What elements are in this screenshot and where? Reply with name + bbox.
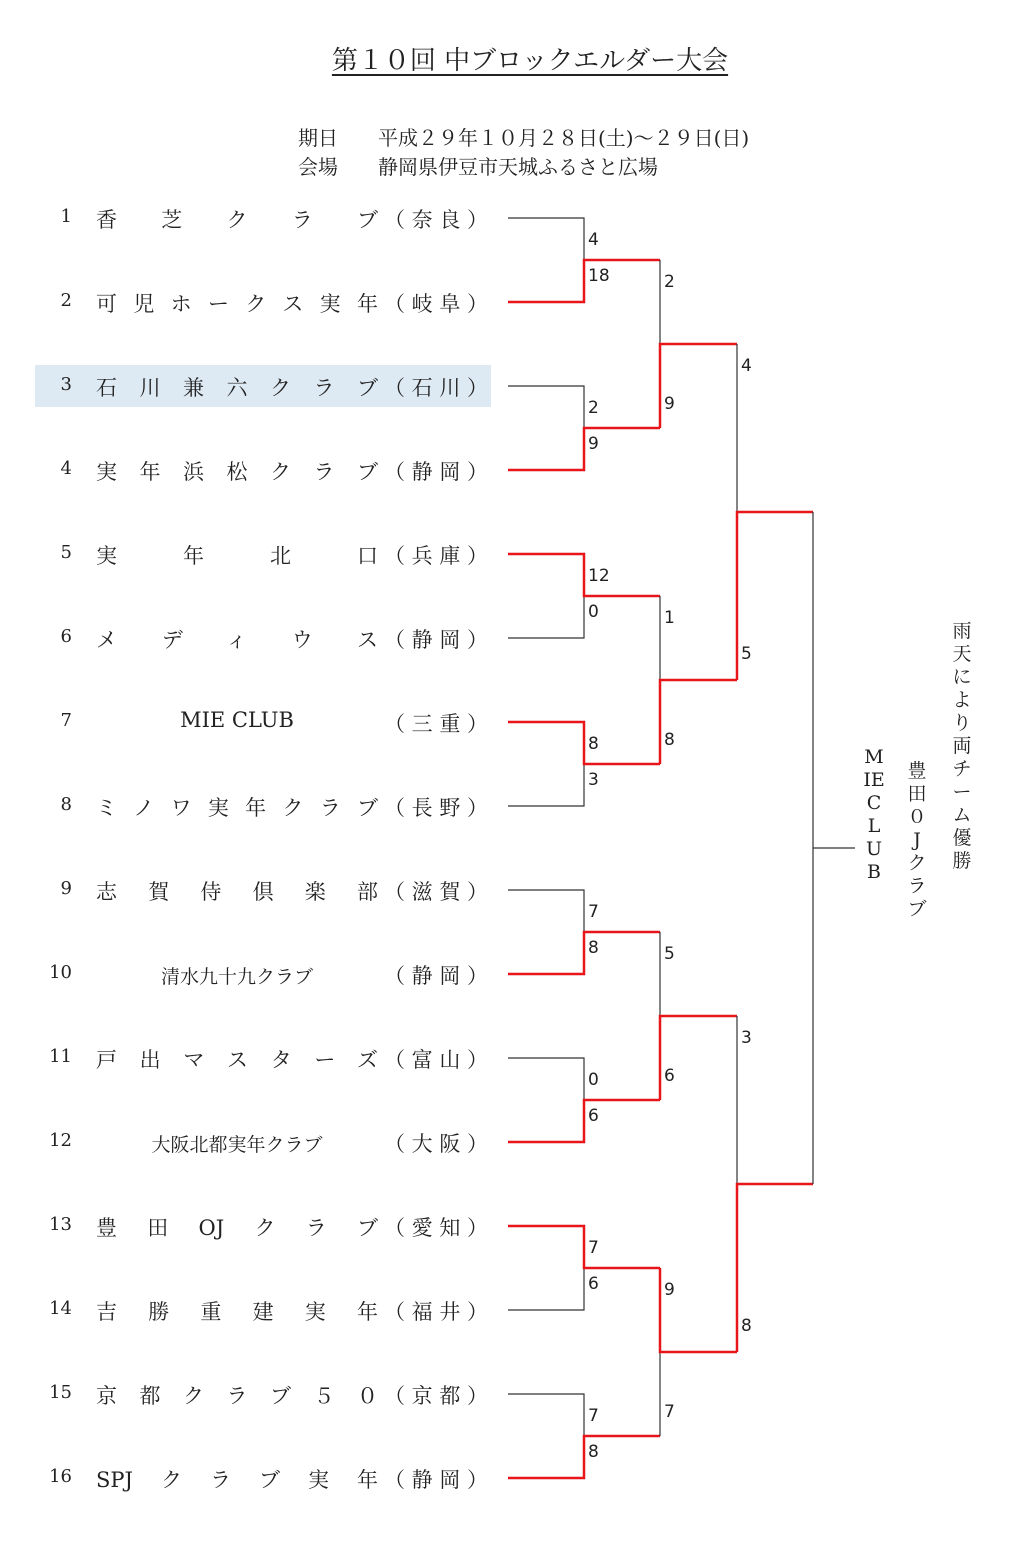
team-prefecture: （静岡） <box>384 628 488 652</box>
match-score: 8 <box>664 730 675 750</box>
date-label: 期日 <box>298 126 338 150</box>
team-prefecture: （大阪） <box>384 1132 488 1156</box>
team-seed-number: 1 <box>60 206 72 227</box>
team-seed-number: 9 <box>60 878 72 899</box>
match-line-loser <box>508 1268 584 1310</box>
team-seed-number: 10 <box>49 962 72 983</box>
match-score: 8 <box>588 938 599 958</box>
match-line-winner <box>508 1100 660 1142</box>
match-line-winner <box>660 680 737 764</box>
team-prefecture: （三重） <box>384 712 488 736</box>
match-score: 6 <box>588 1274 599 1294</box>
team-seed-number: 13 <box>49 1214 72 1235</box>
venue-label: 会場 <box>298 155 338 179</box>
team-prefecture: （京都） <box>384 1384 488 1408</box>
date-value: 平成２９年１０月２８日(土)～２９日(日) <box>378 126 750 150</box>
team-seed-number: 11 <box>49 1046 72 1067</box>
team-prefecture: （石川） <box>384 376 488 400</box>
match-line-winner <box>508 1436 660 1478</box>
match-score: 7 <box>664 1402 675 1422</box>
match-score: 9 <box>664 394 675 414</box>
team-name: 志賀侍倶楽部 <box>96 880 378 904</box>
match-line-winner <box>508 1226 660 1268</box>
team-seed-number: 6 <box>60 626 72 647</box>
match-line-loser <box>508 1058 584 1100</box>
team-seed-number: 12 <box>49 1130 72 1151</box>
match-score: 18 <box>588 266 610 286</box>
match-score: 2 <box>664 272 675 292</box>
team-name: MIE CLUB <box>180 708 294 732</box>
team-seed-number: 2 <box>60 290 72 311</box>
match-score: 9 <box>588 434 599 454</box>
match-score: 4 <box>741 356 752 376</box>
match-line-winner <box>508 428 660 470</box>
team-prefecture: （静岡） <box>384 460 488 484</box>
team-prefecture: （奈良） <box>384 208 488 232</box>
match-score: 7 <box>588 1406 599 1426</box>
match-score: 3 <box>741 1028 752 1048</box>
team-seed-number: 14 <box>49 1298 72 1319</box>
team-name: 石川兼六クラブ <box>96 376 378 400</box>
match-line-loser <box>508 386 584 428</box>
team-seed-number: 8 <box>60 794 72 815</box>
match-line-winner <box>508 554 660 596</box>
match-line-loser <box>508 218 584 260</box>
final-team-a: MIE CLUB <box>863 746 885 883</box>
match-score: 6 <box>664 1066 675 1086</box>
match-score: 8 <box>588 734 599 754</box>
match-score: 3 <box>588 770 599 790</box>
team-name: 戸出マスターズ <box>96 1048 378 1072</box>
team-name: 実年浜松クラブ <box>96 460 378 484</box>
team-prefecture: （静岡） <box>384 964 488 988</box>
team-name: 実年北口 <box>96 544 378 568</box>
match-line-winner <box>660 344 737 428</box>
match-score: 2 <box>588 398 599 418</box>
team-name: SPJクラブ実年 <box>96 1468 378 1492</box>
team-name: 大阪北都実年クラブ <box>151 1134 323 1156</box>
match-line-loser <box>508 764 584 806</box>
team-prefecture: （富山） <box>384 1048 488 1072</box>
match-score: 1 <box>664 608 675 628</box>
team-seed-number: 4 <box>60 458 72 479</box>
team-name: 香芝クラブ <box>96 208 378 232</box>
team-prefecture: （静岡） <box>384 1468 488 1492</box>
team-seed-number: 5 <box>60 542 72 563</box>
match-score: 4 <box>588 230 599 250</box>
final-note: 雨天により両チーム優勝 <box>952 620 972 872</box>
match-score: 7 <box>588 902 599 922</box>
final-team-b: 豊田０Jクラブ <box>907 760 927 920</box>
team-name: 京都クラブ５０ <box>96 1384 378 1408</box>
match-score: 8 <box>588 1442 599 1462</box>
team-prefecture: （長野） <box>384 796 488 820</box>
match-score: 0 <box>588 602 599 622</box>
match-score: 8 <box>741 1316 752 1336</box>
team-seed-number: 16 <box>49 1466 72 1487</box>
match-score: 6 <box>588 1106 599 1126</box>
match-line-winner <box>508 260 660 302</box>
match-score: 7 <box>588 1238 599 1258</box>
team-prefecture: （兵庫） <box>384 544 488 568</box>
match-line-loser <box>508 890 584 932</box>
match-score: 5 <box>664 944 675 964</box>
match-score: 9 <box>664 1280 675 1300</box>
team-prefecture: （福井） <box>384 1300 488 1324</box>
team-name: 吉勝重建実年 <box>96 1300 378 1324</box>
team-seed-number: 3 <box>60 374 72 395</box>
match-score: 0 <box>588 1070 599 1090</box>
team-seed-number: 7 <box>60 710 72 731</box>
match-line-winner <box>508 932 660 974</box>
match-line-loser <box>508 596 584 638</box>
team-name: ミノワ実年クラブ <box>96 796 378 820</box>
team-prefecture: （愛知） <box>384 1216 488 1240</box>
team-prefecture: （岐阜） <box>384 292 488 316</box>
team-seed-number: 15 <box>49 1382 72 1403</box>
match-score: 12 <box>588 566 610 586</box>
tournament-title: 第１０回 中ブロックエルダー大会 <box>331 46 729 76</box>
venue-value: 静岡県伊豆市天城ふるさと広場 <box>378 155 658 179</box>
team-name: メディウス <box>96 628 378 652</box>
match-score: 5 <box>741 644 752 664</box>
team-name: 可児ホークス実年 <box>96 292 378 316</box>
team-prefecture: （滋賀） <box>384 880 488 904</box>
team-name: 豊田OJクラブ <box>96 1216 378 1240</box>
match-line-loser <box>508 1394 584 1436</box>
match-line-winner <box>508 722 660 764</box>
team-name: 清水九十九クラブ <box>160 966 313 988</box>
match-line-winner <box>660 1016 737 1100</box>
